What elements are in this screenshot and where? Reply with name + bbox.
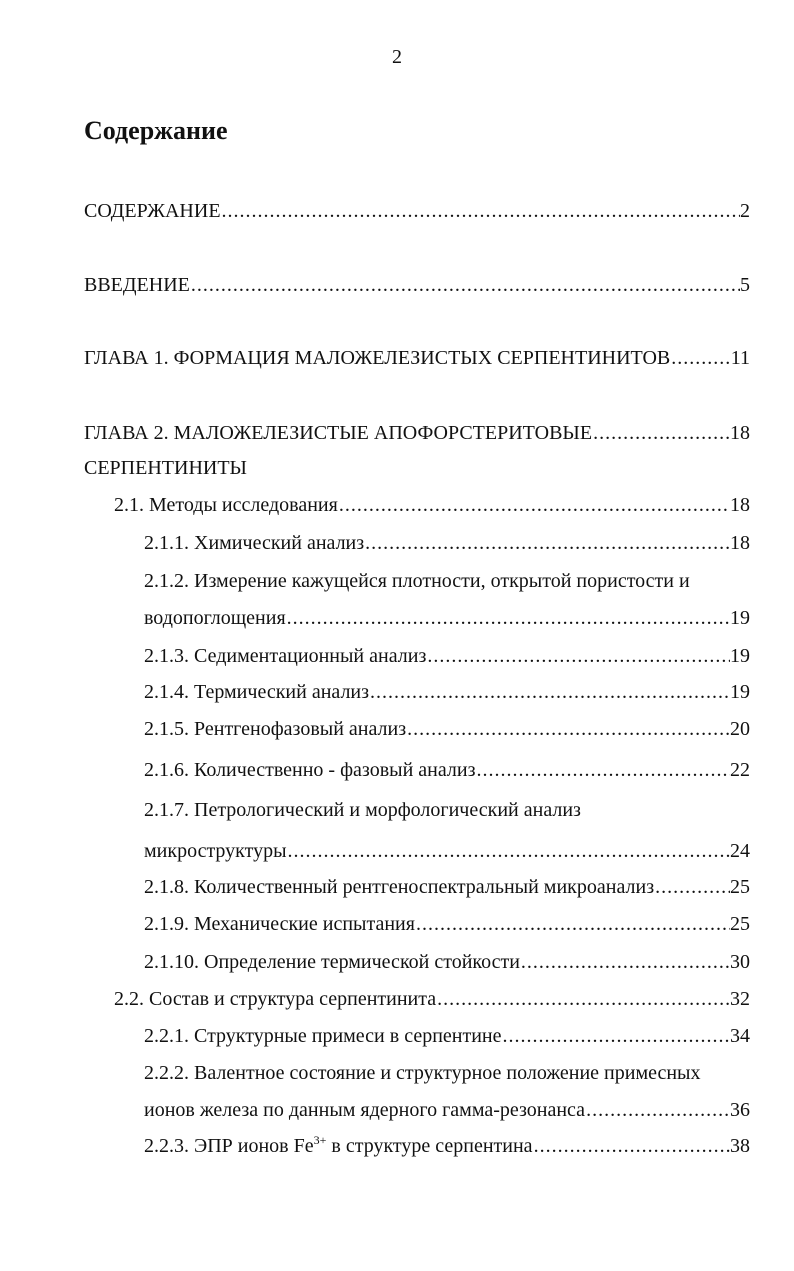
toc-page: 18: [730, 532, 750, 554]
toc-leader: [654, 874, 730, 900]
toc-entry-2-1-1: [144, 530, 750, 556]
toc-page: 25: [730, 913, 750, 935]
toc-leader: [520, 949, 730, 975]
toc-entry-chapter-2: [84, 420, 750, 446]
toc-label: ГЛАВА 1. ФОРМАЦИЯ МАЛОЖЕЛЕЗИСТЫХ СЕРПЕНТИНИТОВ: [84, 347, 671, 369]
toc-label: 2.1. Методы исследования: [114, 494, 338, 516]
page-title: Содержание: [84, 116, 228, 145]
toc-label: 2.2.2. Валентное состояние и структурное положение примесных: [144, 1062, 701, 1084]
toc-entry-2-2: [114, 986, 750, 1012]
toc-entry-2-1-8: [144, 874, 750, 900]
toc-page: 11: [730, 347, 750, 369]
toc-label: 2.1.6. Количественно - фазовый анализ: [144, 759, 476, 781]
toc-page: 19: [730, 645, 750, 667]
toc-entry-2-1-4: [144, 679, 750, 705]
toc-label: 2.1.9. Механические испытания: [144, 913, 415, 935]
toc-leader: [406, 716, 730, 742]
toc-entry-2-2-2: [144, 1097, 750, 1123]
toc-entry-2-1: [114, 492, 750, 518]
toc-label-continuation: СЕРПЕНТИНИТЫ: [84, 457, 247, 479]
toc-entry-2-1-10: [144, 949, 750, 975]
toc-leader: [190, 272, 740, 298]
toc-label: [144, 1133, 533, 1159]
toc-leader: [585, 1097, 730, 1123]
toc-leader: [286, 605, 730, 631]
toc-label: 2.2. Состав и структура серпентинита: [114, 988, 437, 1010]
toc-label: 2.1.1. Химический анализ: [144, 532, 365, 554]
toc-label: 2.1.10. Определение термической стойкости: [144, 951, 520, 973]
toc-leader: [502, 1023, 730, 1049]
toc-entry-2-2-3: [144, 1133, 750, 1159]
toc-label: 2.2.1. Структурные примеси в серпентине: [144, 1025, 502, 1047]
toc-label-prefix: 2.2.3. ЭПР ионов Fe: [144, 1135, 314, 1157]
toc-entry-2-1-7: [144, 838, 750, 864]
toc-page: 19: [730, 607, 750, 629]
toc-page: 18: [730, 494, 750, 516]
toc-leader: [426, 643, 730, 669]
toc-label: 2.1.4. Термический анализ: [144, 681, 370, 703]
toc-page: 36: [730, 1099, 750, 1121]
toc-page: 24: [730, 840, 750, 862]
toc-leader: [670, 345, 730, 371]
toc-label: 2.1.2. Измерение кажущейся плотности, открытой пористости и: [144, 570, 690, 592]
toc-entry-intro: [84, 272, 750, 298]
toc-page: 2: [740, 200, 750, 222]
toc-page: 30: [730, 951, 750, 973]
toc-page: 5: [740, 274, 750, 296]
toc-label: 2.1.7. Петрологический и морфологический анализ: [144, 799, 581, 821]
toc-leader: [415, 911, 730, 937]
toc-entry-2-1-9: [144, 911, 750, 937]
toc-label: ВВЕДЕНИЕ: [84, 274, 190, 296]
toc-page: 32: [730, 988, 750, 1010]
toc-page: 22: [730, 759, 750, 781]
toc-entry-2-1-6: [144, 757, 750, 783]
toc-label: 2.1.3. Седиментационный анализ: [144, 645, 427, 667]
toc-entry-contents: [84, 198, 750, 224]
toc-label-continuation: ионов железа по данным ядерного гамма-резонанса: [144, 1099, 586, 1121]
toc-leader: [369, 679, 730, 705]
toc-entry-chapter-1: [84, 345, 750, 371]
toc-label-suffix: в структуре серпентина: [326, 1135, 533, 1157]
superscript-charge: 3+: [313, 1133, 327, 1147]
toc-label-continuation: микроструктуры: [144, 840, 287, 862]
toc-leader: [287, 838, 730, 864]
toc-leader: [476, 757, 730, 783]
toc-label: 2.1.8. Количественный рентгеноспектральный микроанализ: [144, 876, 655, 898]
toc-page: 38: [730, 1135, 750, 1157]
toc-label: СОДЕРЖАНИЕ: [84, 200, 221, 222]
toc-page: 34: [730, 1025, 750, 1047]
toc-leader: [436, 986, 730, 1012]
toc-leader: [364, 530, 730, 556]
toc-leader: [221, 198, 740, 224]
toc-leader: [338, 492, 730, 518]
toc-label-continuation: водопоглощения: [144, 607, 286, 629]
toc-leader: [592, 420, 730, 446]
toc-page: 18: [730, 422, 750, 444]
toc-entry-2-1-2: [144, 605, 750, 631]
toc-leader: [533, 1133, 730, 1159]
page-number: 2: [392, 46, 402, 68]
toc-entry-2-1-5: [144, 716, 750, 742]
toc-label: 2.1.5. Рентгенофазовый анализ: [144, 718, 407, 740]
toc-entry-2-2-1: [144, 1023, 750, 1049]
toc-page: 19: [730, 681, 750, 703]
toc-page: 25: [730, 876, 750, 898]
toc-page: 20: [730, 718, 750, 740]
toc-label: ГЛАВА 2. МАЛОЖЕЛЕЗИСТЫЕ АПОФОРСТЕРИТОВЫЕ: [84, 422, 593, 444]
toc-entry-2-1-3: [144, 643, 750, 669]
